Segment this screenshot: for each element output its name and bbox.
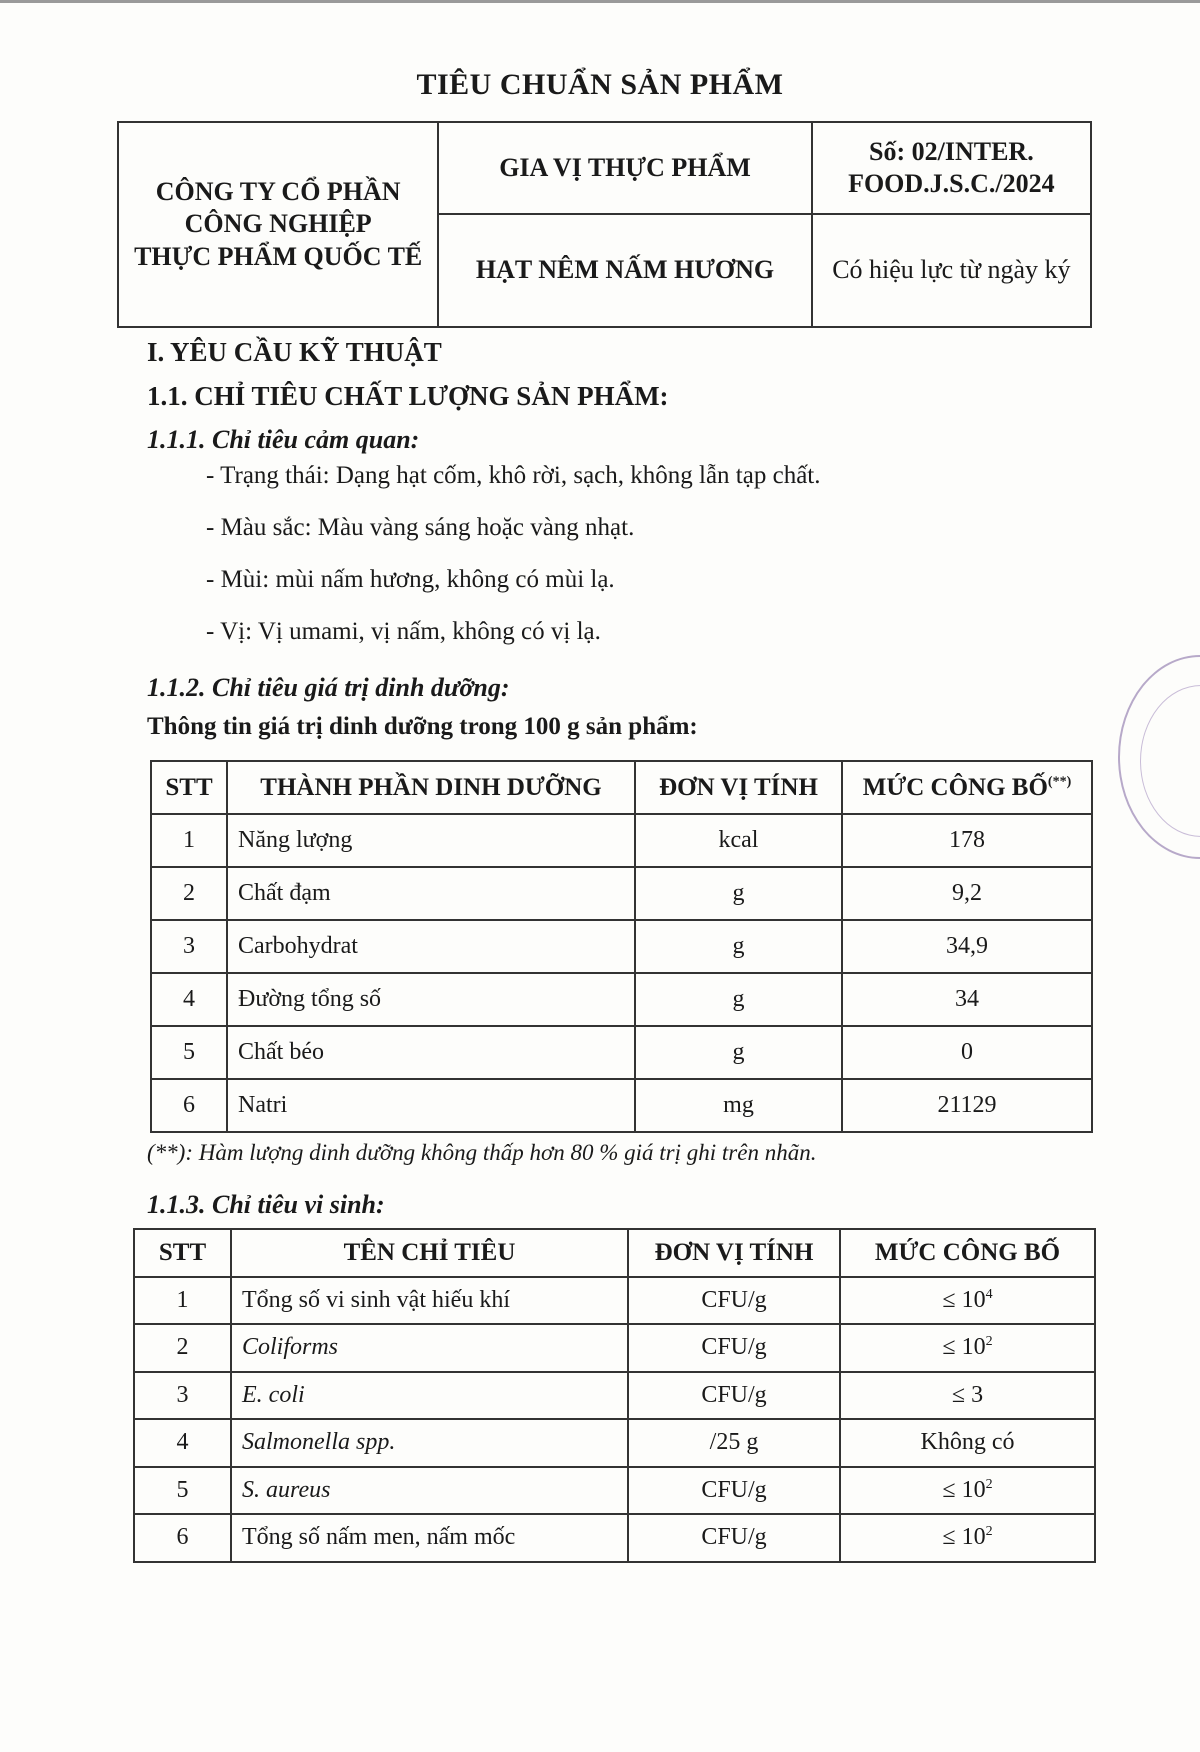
value-base: ≤ 10 <box>942 1524 986 1551</box>
nutrition-footnote: (**): Hàm lượng dinh dưỡng không thấp hơn 80 % giá trị ghi trên nhãn. <box>147 1140 817 1165</box>
row-value <box>840 1467 1095 1515</box>
table-row <box>151 1079 1092 1132</box>
validity-cell: Có hiệu lực từ ngày ký <box>812 214 1091 327</box>
row-stt: 6 <box>151 1079 227 1132</box>
row-stt: 4 <box>151 973 227 1026</box>
section-1-1-heading: 1.1. CHỈ TIÊU CHẤT LƯỢNG SẢN PHẨM: <box>147 381 669 411</box>
nutrition-table <box>150 760 1093 1133</box>
row-unit: CFU/g <box>628 1277 840 1325</box>
table-row <box>151 973 1092 1026</box>
row-unit: g <box>635 920 842 973</box>
table-row <box>151 814 1092 867</box>
header-table <box>117 121 1092 328</box>
section-1-1-2-heading: 1.1.2. Chỉ tiêu giá trị dinh dưỡng: <box>147 673 510 702</box>
row-criterion: Tổng số vi sinh vật hiếu khí <box>231 1277 628 1325</box>
header-unit: ĐƠN VỊ TÍNH <box>635 761 842 814</box>
section-1-1-3-heading: 1.1.3. Chỉ tiêu vi sinh: <box>147 1190 385 1219</box>
row-value: 9,2 <box>842 867 1092 920</box>
row-stt: 5 <box>134 1467 231 1515</box>
value-base: ≤ 3 <box>951 1381 984 1408</box>
row-stt: 1 <box>134 1277 231 1325</box>
row-value <box>840 1324 1095 1372</box>
sensory-taste: - Vị: Vị umami, vị nấm, không có vị lạ. <box>206 618 601 645</box>
sensory-state: - Trạng thái: Dạng hạt cốm, khô rời, sạch, không lẫn tạp chất. <box>206 462 821 489</box>
row-unit: /25 g <box>628 1419 840 1467</box>
value-base: ≤ 10 <box>942 1286 986 1313</box>
row-stt: 4 <box>134 1419 231 1467</box>
nutrition-header-row <box>151 761 1092 814</box>
row-unit: CFU/g <box>628 1467 840 1515</box>
table-row <box>134 1467 1095 1515</box>
declared-value-label: MỨC CÔNG BỐ <box>862 773 1048 801</box>
row-criterion: Salmonella spp. <box>231 1419 628 1467</box>
declared-value-mark: (**) <box>1047 774 1072 790</box>
nutrition-intro: Thông tin giá trị dinh dưỡng trong 100 g sản phẩm: <box>147 713 698 740</box>
document-number-line-1: Số: 02/INTER. <box>869 136 1034 166</box>
table-row <box>151 1026 1092 1079</box>
document-number-cell <box>812 122 1091 214</box>
row-nutrient: Carbohydrat <box>227 920 635 973</box>
table-row <box>134 1514 1095 1562</box>
company-line-2: CÔNG NGHIỆP <box>184 209 372 239</box>
section-1-heading: I. YÊU CẦU KỸ THUẬT <box>147 337 442 367</box>
table-row <box>134 1372 1095 1420</box>
table-row <box>134 1324 1095 1372</box>
sensory-color: - Màu sắc: Màu vàng sáng hoặc vàng nhạt. <box>206 514 635 541</box>
value-exponent: 2 <box>985 1476 993 1492</box>
header-stt: STT <box>151 761 227 814</box>
company-name-cell <box>118 122 438 327</box>
row-value: 178 <box>842 814 1092 867</box>
value-base: ≤ 10 <box>942 1334 986 1361</box>
row-value <box>840 1372 1095 1420</box>
row-stt: 6 <box>134 1514 231 1562</box>
header-declared-value <box>842 761 1092 814</box>
row-stt: 3 <box>151 920 227 973</box>
table-row <box>151 920 1092 973</box>
row-value <box>840 1277 1095 1325</box>
category-cell: GIA VỊ THỰC PHẨM <box>438 122 811 214</box>
header-stt: STT <box>134 1229 231 1277</box>
row-nutrient: Chất béo <box>227 1026 635 1079</box>
row-stt: 1 <box>151 814 227 867</box>
row-value: 34 <box>842 973 1092 1026</box>
row-unit: mg <box>635 1079 842 1132</box>
row-value: 21129 <box>842 1079 1092 1132</box>
table-row <box>134 1277 1095 1325</box>
document-number-line-2: FOOD.J.S.C./2024 <box>848 169 1055 198</box>
scan-edge-line <box>0 0 1200 3</box>
row-unit: CFU/g <box>628 1514 840 1562</box>
row-value: 34,9 <box>842 920 1092 973</box>
row-criterion: Tổng số nấm men, nấm mốc <box>231 1514 628 1562</box>
microbiology-header-row <box>134 1229 1095 1277</box>
value-exponent: 2 <box>985 1334 993 1350</box>
table-row <box>134 1419 1095 1467</box>
row-value <box>840 1514 1095 1562</box>
row-value <box>840 1419 1095 1467</box>
header-unit: ĐƠN VỊ TÍNH <box>628 1229 840 1277</box>
row-nutrient: Đường tổng số <box>227 973 635 1026</box>
row-criterion: E. coli <box>231 1372 628 1420</box>
row-nutrient: Năng lượng <box>227 814 635 867</box>
row-value: 0 <box>842 1026 1092 1079</box>
header-declared-value: MỨC CÔNG BỐ <box>840 1229 1095 1277</box>
header-nutrient: THÀNH PHẦN DINH DƯỠNG <box>227 761 635 814</box>
row-criterion: S. aureus <box>231 1467 628 1515</box>
section-1-1-1-heading: 1.1.1. Chỉ tiêu cảm quan: <box>147 425 420 454</box>
company-line-3: THỰC PHẨM QUỐC TẾ <box>134 241 423 271</box>
row-nutrient: Chất đạm <box>227 867 635 920</box>
row-criterion: Coliforms <box>231 1324 628 1372</box>
table-row <box>151 867 1092 920</box>
row-unit: g <box>635 867 842 920</box>
row-unit: CFU/g <box>628 1324 840 1372</box>
value-exponent: 2 <box>985 1524 993 1540</box>
row-nutrient: Natri <box>227 1079 635 1132</box>
row-unit: CFU/g <box>628 1372 840 1420</box>
value-exponent: 4 <box>985 1286 993 1302</box>
microbiology-table <box>133 1228 1096 1563</box>
row-stt: 2 <box>134 1324 231 1372</box>
company-line-1: CÔNG TY CỔ PHẦN <box>155 176 401 206</box>
value-base: Không có <box>920 1429 1015 1456</box>
product-name-cell: HẠT NÊM NẤM HƯƠNG <box>438 214 811 327</box>
document-title: TIÊU CHUẨN SẢN PHẨM <box>416 68 784 101</box>
row-stt: 3 <box>134 1372 231 1420</box>
row-unit: g <box>635 1026 842 1079</box>
header-criterion: TÊN CHỈ TIÊU <box>231 1229 628 1277</box>
row-stt: 5 <box>151 1026 227 1079</box>
row-stt: 2 <box>151 867 227 920</box>
sensory-smell: - Mùi: mùi nấm hương, không có mùi lạ. <box>206 566 615 593</box>
value-base: ≤ 10 <box>942 1476 986 1503</box>
row-unit: kcal <box>635 814 842 867</box>
row-unit: g <box>635 973 842 1026</box>
